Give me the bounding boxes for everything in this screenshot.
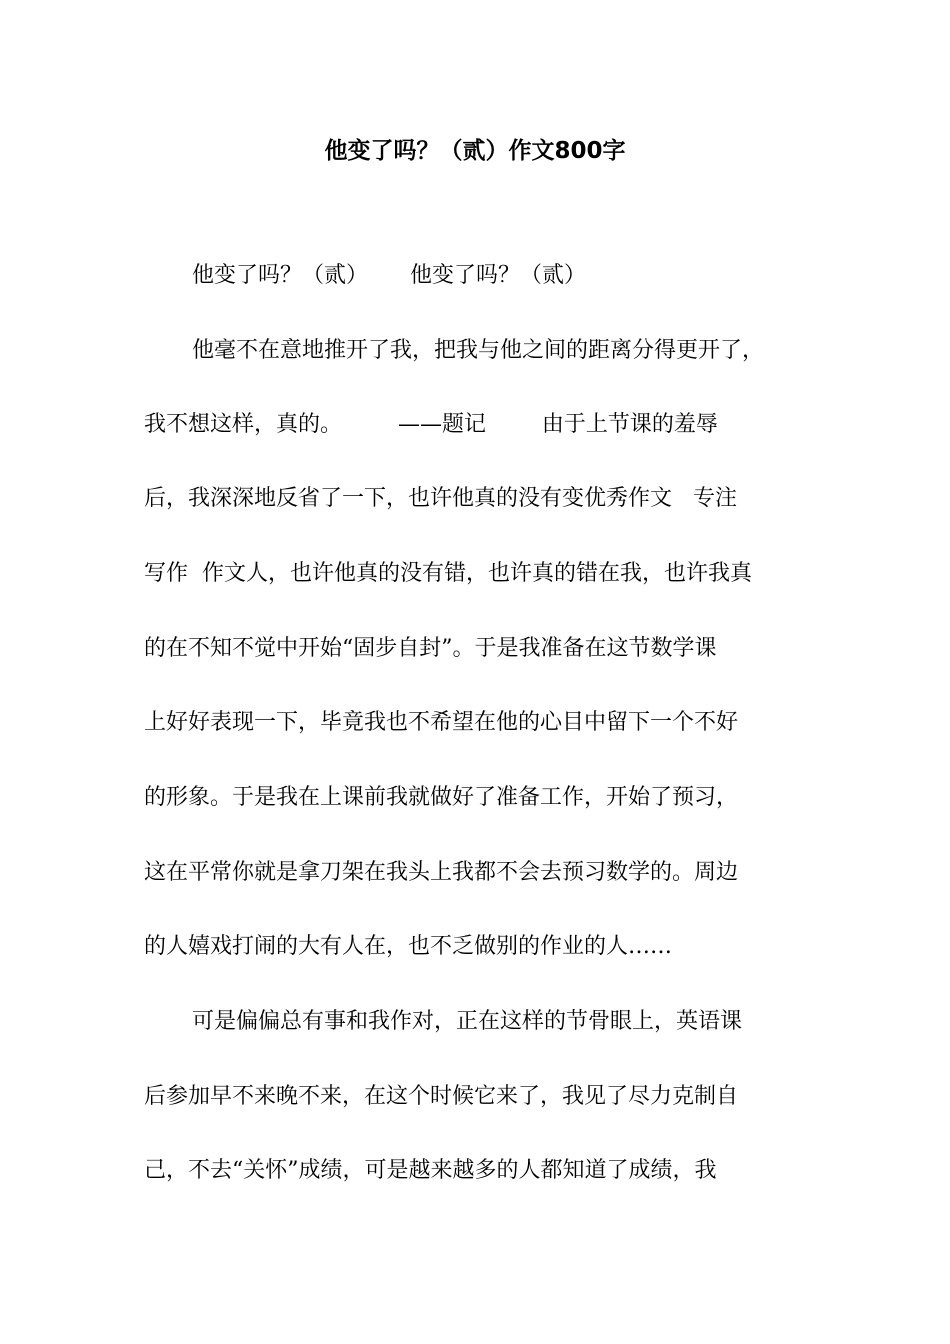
text-line: 的人嬉戏打闹的大有人在，也不乏做别的作业的人……: [144, 934, 673, 959]
text-line: 他毫不在意地推开了我，把我与他之间的距离分得更开了，: [192, 338, 765, 363]
text-line: 他变了吗？（贰） 他变了吗？（贰）: [192, 263, 586, 288]
text-line: 己，不去“关怀”成绩，可是越来越多的人都知道了成绩，我: [144, 1158, 717, 1183]
text-line: 可是偏偏总有事和我作对，正在这样的节骨眼上，英语课: [192, 1009, 743, 1034]
text-line: 后参加早不来晚不来，在这个时候它来了，我见了尽力克制自: [144, 1084, 739, 1109]
text-line: 的在不知不觉中开始“固步自封”。于是我准备在这节数学课: [144, 636, 717, 661]
document-title: 他变了吗？（贰）作文800字: [324, 138, 626, 164]
text-line: 这在平常你就是拿刀架在我头上我都不会去预习数学的。周边: [144, 860, 739, 885]
text-line: 后，我深深地反省了一下，也许他真的没有变优秀作文 专注: [144, 486, 737, 511]
text-line: 上好好表现一下，毕竟我也不希望在他的心目中留下一个不好: [144, 710, 739, 735]
text-line: 的形象。于是我在上课前我就做好了准备工作，开始了预习，: [144, 785, 739, 810]
text-line: 写作 作文人，也许他真的没有错，也许真的错在我，也许我真: [144, 561, 752, 586]
text-line: 我不想这样，真的。 ——题记 由于上节课的羞辱: [144, 412, 718, 437]
